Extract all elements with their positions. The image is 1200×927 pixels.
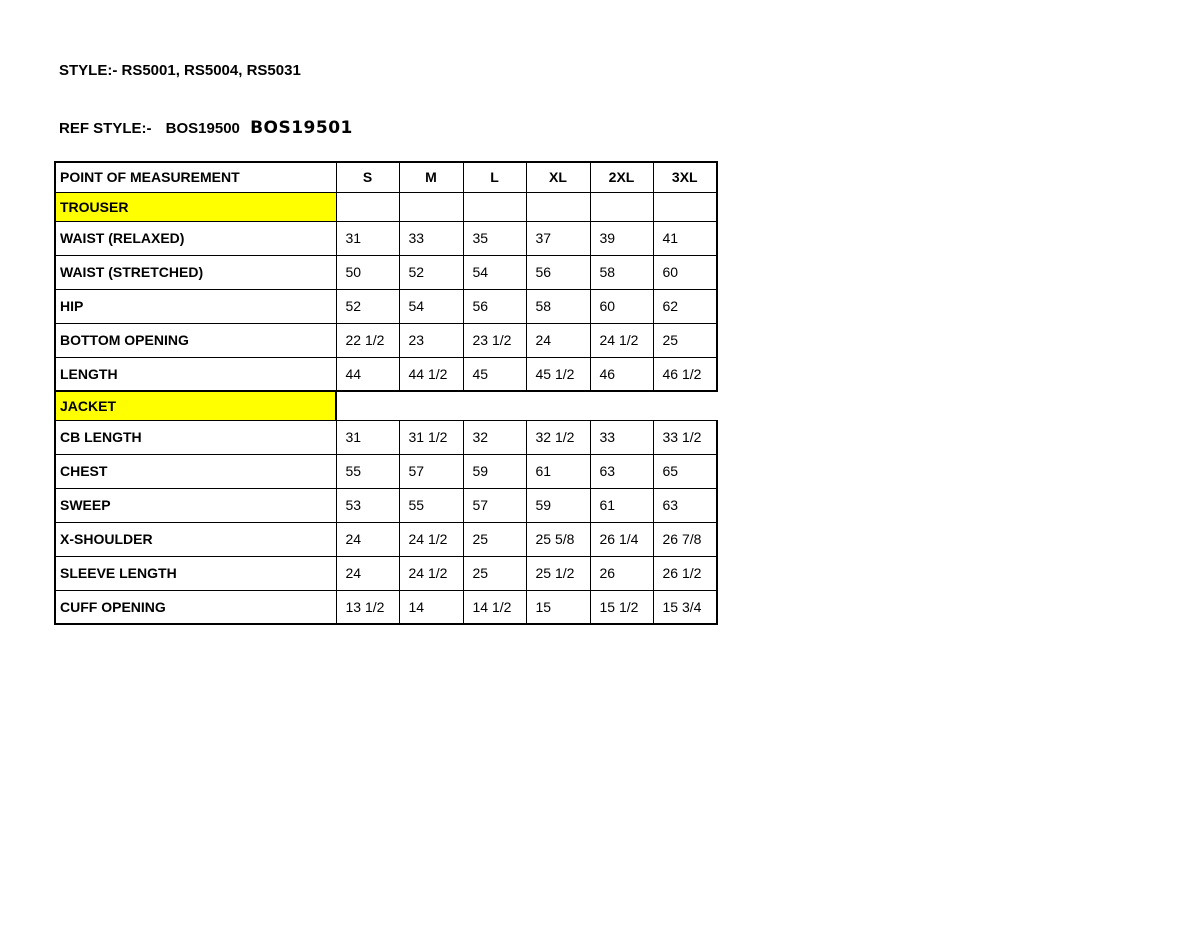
measurement-name: SWEEP bbox=[55, 488, 336, 522]
measurement-name: CHEST bbox=[55, 454, 336, 488]
measurement-value: 32 bbox=[463, 420, 526, 454]
measurement-value: 15 bbox=[526, 590, 590, 624]
measurement-value: 25 bbox=[463, 556, 526, 590]
section-label-trouser: TROUSER bbox=[55, 192, 336, 221]
measurement-value: 14 bbox=[399, 590, 463, 624]
measurement-value: 45 bbox=[463, 357, 526, 391]
measurement-value: 52 bbox=[399, 255, 463, 289]
measurement-value: 60 bbox=[590, 289, 653, 323]
column-header: 2XL bbox=[590, 162, 653, 192]
measurement-value: 26 7/8 bbox=[653, 522, 717, 556]
measurement-value: 57 bbox=[463, 488, 526, 522]
measurement-value: 37 bbox=[526, 221, 590, 255]
ref-style-2: BOS19501 bbox=[250, 118, 353, 138]
measurement-value: 26 1/4 bbox=[590, 522, 653, 556]
measurement-value: 57 bbox=[399, 454, 463, 488]
column-header: 3XL bbox=[653, 162, 717, 192]
measurement-value: 59 bbox=[526, 488, 590, 522]
measurement-value: 23 bbox=[399, 323, 463, 357]
measurement-value: 24 1/2 bbox=[399, 522, 463, 556]
measurement-name: WAIST (RELAXED) bbox=[55, 221, 336, 255]
measurement-name: BOTTOM OPENING bbox=[55, 323, 336, 357]
section-row-jacket bbox=[55, 391, 717, 420]
measurement-value: 46 bbox=[590, 357, 653, 391]
measurement-value: 25 5/8 bbox=[526, 522, 590, 556]
measurement-value: 33 bbox=[590, 420, 653, 454]
style-line: STYLE:- RS5001, RS5004, RS5031 bbox=[59, 62, 301, 79]
table-row bbox=[55, 420, 717, 454]
measurement-value: 55 bbox=[399, 488, 463, 522]
measurement-name: CUFF OPENING bbox=[55, 590, 336, 624]
measurement-value: 32 1/2 bbox=[526, 420, 590, 454]
header-row bbox=[55, 162, 717, 192]
table-row bbox=[55, 488, 717, 522]
measurement-value: 50 bbox=[336, 255, 399, 289]
measurement-value: 59 bbox=[463, 454, 526, 488]
measurement-value: 45 1/2 bbox=[526, 357, 590, 391]
measurement-value: 25 1/2 bbox=[526, 556, 590, 590]
measurement-value: 33 1/2 bbox=[653, 420, 717, 454]
measurement-value: 25 bbox=[463, 522, 526, 556]
measurement-value: 13 1/2 bbox=[336, 590, 399, 624]
measurement-value: 24 bbox=[336, 556, 399, 590]
measurement-value: 31 bbox=[336, 221, 399, 255]
empty-cell bbox=[463, 192, 526, 221]
measurement-value: 25 bbox=[653, 323, 717, 357]
table-row bbox=[55, 522, 717, 556]
section-row-trouser bbox=[55, 192, 717, 221]
empty-cell bbox=[336, 391, 717, 420]
empty-cell bbox=[336, 192, 399, 221]
measurement-value: 62 bbox=[653, 289, 717, 323]
measurement-value: 55 bbox=[336, 454, 399, 488]
measurement-value: 31 1/2 bbox=[399, 420, 463, 454]
table-row bbox=[55, 454, 717, 488]
empty-cell bbox=[399, 192, 463, 221]
measurement-value: 58 bbox=[526, 289, 590, 323]
table-row bbox=[55, 357, 717, 391]
table-row bbox=[55, 590, 717, 624]
measurement-value: 44 1/2 bbox=[399, 357, 463, 391]
table-row bbox=[55, 289, 717, 323]
measurement-value: 24 bbox=[526, 323, 590, 357]
measurement-value: 52 bbox=[336, 289, 399, 323]
measurement-value: 63 bbox=[590, 454, 653, 488]
column-header: M bbox=[399, 162, 463, 192]
column-header: XL bbox=[526, 162, 590, 192]
measurement-value: 58 bbox=[590, 255, 653, 289]
measurement-value: 41 bbox=[653, 221, 717, 255]
measurement-table bbox=[54, 161, 718, 625]
measurement-value: 63 bbox=[653, 488, 717, 522]
table-row bbox=[55, 221, 717, 255]
measurement-name: LENGTH bbox=[55, 357, 336, 391]
measurement-value: 54 bbox=[399, 289, 463, 323]
empty-cell bbox=[526, 192, 590, 221]
ref-style-1: BOS19500 bbox=[165, 120, 240, 137]
section-label-jacket: JACKET bbox=[55, 391, 336, 420]
measurement-value: 39 bbox=[590, 221, 653, 255]
measurement-value: 15 3/4 bbox=[653, 590, 717, 624]
measurement-value: 24 1/2 bbox=[399, 556, 463, 590]
measurement-value: 60 bbox=[653, 255, 717, 289]
measurement-name: X-SHOULDER bbox=[55, 522, 336, 556]
measurement-value: 24 bbox=[336, 522, 399, 556]
measurement-value: 26 bbox=[590, 556, 653, 590]
measurement-value: 33 bbox=[399, 221, 463, 255]
measurement-name: CB LENGTH bbox=[55, 420, 336, 454]
measurement-value: 15 1/2 bbox=[590, 590, 653, 624]
measurement-value: 46 1/2 bbox=[653, 357, 717, 391]
measurement-table-body bbox=[55, 162, 717, 624]
measurement-value: 53 bbox=[336, 488, 399, 522]
column-header: S bbox=[336, 162, 399, 192]
measurement-value: 61 bbox=[590, 488, 653, 522]
empty-cell bbox=[653, 192, 717, 221]
measurement-value: 35 bbox=[463, 221, 526, 255]
measurement-value: 31 bbox=[336, 420, 399, 454]
ref-style-line bbox=[59, 118, 353, 138]
measurement-value: 61 bbox=[526, 454, 590, 488]
measurement-value: 56 bbox=[463, 289, 526, 323]
measurement-value: 26 1/2 bbox=[653, 556, 717, 590]
empty-cell bbox=[590, 192, 653, 221]
table-row bbox=[55, 323, 717, 357]
measurement-value: 65 bbox=[653, 454, 717, 488]
measurement-value: 54 bbox=[463, 255, 526, 289]
measurement-value: 14 1/2 bbox=[463, 590, 526, 624]
measurement-value: 22 1/2 bbox=[336, 323, 399, 357]
measurement-value: 44 bbox=[336, 357, 399, 391]
ref-style-label: REF STYLE:- bbox=[59, 120, 152, 137]
column-header: POINT OF MEASUREMENT bbox=[55, 162, 336, 192]
table-row bbox=[55, 255, 717, 289]
table-row bbox=[55, 556, 717, 590]
column-header: L bbox=[463, 162, 526, 192]
measurement-name: WAIST (STRETCHED) bbox=[55, 255, 336, 289]
measurement-name: SLEEVE LENGTH bbox=[55, 556, 336, 590]
measurement-name: HIP bbox=[55, 289, 336, 323]
measurement-value: 23 1/2 bbox=[463, 323, 526, 357]
measurement-value: 56 bbox=[526, 255, 590, 289]
measurement-value: 24 1/2 bbox=[590, 323, 653, 357]
